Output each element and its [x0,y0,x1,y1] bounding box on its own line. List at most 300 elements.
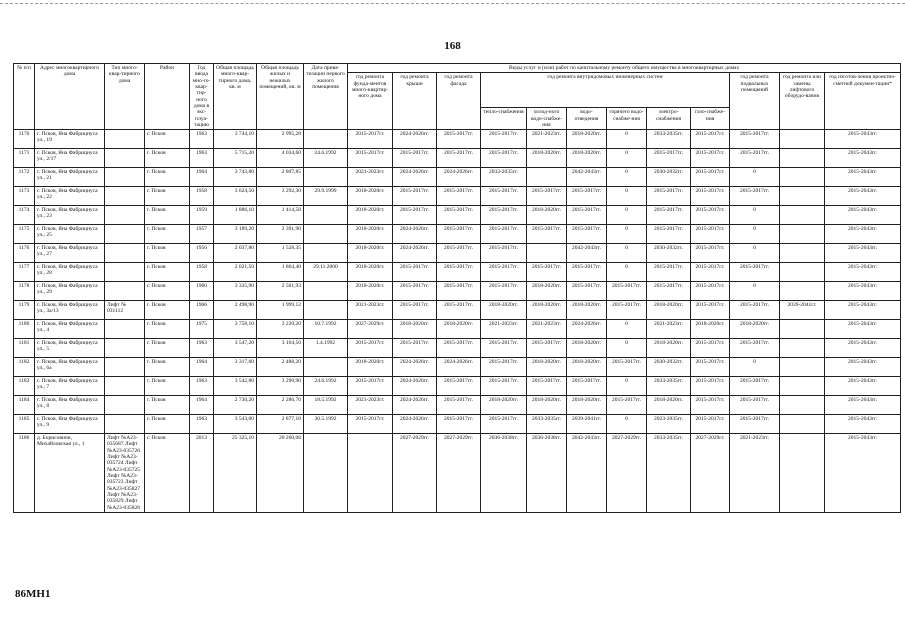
table-row [14,206,901,225]
facade-repair-cell: 2015-2017гг. [437,263,481,282]
heat-supply-cell: 2021-2023гг. [481,320,527,339]
privatization-date-cell: 29.11.2000 [304,263,348,282]
cold-water-cell: 2018-2020гг. [527,282,567,301]
gas-supply-cell: 2015-2017гг. [691,415,730,434]
year-cell: 2013 [190,434,214,513]
lift-repair-cell: 2039-2041гг. [780,301,825,320]
year-cell: 1964 [190,396,214,415]
design-docs-cell: 2015-2043гг. [825,168,901,187]
roof-repair-cell: 2024-2026гг. [393,415,437,434]
lift-repair-cell [780,320,825,339]
design-docs-cell: 2015-2043гг. [825,415,901,434]
district-cell: г. Псков [145,320,190,339]
house-type-cell [105,168,145,187]
total-area-cell: 5 715,20 [214,149,257,168]
gas-supply-cell: 2015-2017гг. [691,187,730,206]
hot-water-cell: 0 [607,244,647,263]
table-row [14,415,901,434]
roof-repair-cell: 2015-2017гг. [393,149,437,168]
living-area-cell: 1 414,58 [257,206,304,225]
house-type-cell [105,339,145,358]
foundation-repair-cell: 2018-2020гг. [348,206,393,225]
cold-water-cell: 2033-2035гг. [527,415,567,434]
hot-water-cell: 0 [607,320,647,339]
foundation-repair-cell [348,434,393,513]
table-row [14,149,901,168]
gas-supply-cell: 2015-2017гг. [691,396,730,415]
privatization-date-cell: 18.5.1992 [304,396,348,415]
address-cell: г. Псков, Яна Фабрициуса ул., 5 [35,339,105,358]
living-area-cell: 4 034,60 [257,149,304,168]
sewage-cell: 2018-2020гг. [567,358,607,377]
facade-repair-cell: 2015-2017гг. [437,187,481,206]
address-cell: г. Псков, Яна Фабрициуса ул., 4 [35,320,105,339]
basement-repair-cell: 2015-2017гг. [730,187,780,206]
cold-water-cell: 2015-2017гг. [527,263,567,282]
hot-water-cell: 2015-2017гг. [607,358,647,377]
total-area-cell: 2 730,20 [214,396,257,415]
basement-repair-cell: 0 [730,206,780,225]
facade-repair-cell: 2015-2017гг. [437,244,481,263]
electric-supply-cell: 2030-2032гг. [647,244,691,263]
roof-repair-cell: 2015-2017гг. [393,339,437,358]
row-number: 1179 [14,301,35,320]
heat-supply-cell: 2015-2017гг. [481,282,527,301]
design-docs-cell: 2015-2043гг. [825,206,901,225]
cold-water-cell [527,244,567,263]
district-cell: г. Псков [145,396,190,415]
district-cell: г. Псков [145,206,190,225]
year-cell: 1963 [190,415,214,434]
basement-repair-cell: 2015-2017гг. [730,149,780,168]
privatization-date-cell [304,301,348,320]
heat-supply-cell: 2015-2017гг. [481,206,527,225]
privatization-date-cell [304,225,348,244]
basement-repair-cell: 2015-2017гг. [730,415,780,434]
foundation-repair-cell: 2015-2017гг. [348,339,393,358]
header-cold-water: холод-ного водо-снабже-ния [527,108,567,130]
facade-repair-cell: 2024-2026гг. [437,168,481,187]
lift-repair-cell [780,244,825,263]
hot-water-cell: 2015-2017гг. [607,396,647,415]
total-area-cell: 3 547,20 [214,339,257,358]
address-cell: г. Псков, Яна Фабрициуса ул., 9 [35,415,105,434]
sewage-cell: 2015-2017гг. [567,187,607,206]
lift-repair-cell [780,130,825,149]
total-area-cell: 3 624,50 [214,187,257,206]
sewage-cell: 2018-2020гг. [567,339,607,358]
heat-supply-cell: 2015-2017гг. [481,187,527,206]
electric-supply-cell: 2015-2017гг. [647,149,691,168]
cold-water-cell: 2018-2020гг. [527,301,567,320]
electric-supply-cell: 2015-2017гг. [647,263,691,282]
heat-supply-cell: 2015-2017гг. [481,377,527,396]
footer-code: 86МН1 [15,588,51,600]
header-district: Район [145,64,190,130]
hot-water-cell: 0 [607,339,647,358]
foundation-repair-cell: 2018-2020гг. [348,358,393,377]
gas-supply-cell: 2015-2017гг. [691,149,730,168]
heat-supply-cell: 2015-2017гг. [481,263,527,282]
roof-repair-cell: 2024-2026гг. [393,168,437,187]
gas-supply-cell: 2015-2017гг. [691,206,730,225]
design-docs-cell: 2015-2043гг. [825,282,901,301]
foundation-repair-cell: 2015-2017гг. [348,415,393,434]
page-number: 168 [444,40,461,52]
lift-repair-cell [780,415,825,434]
electric-supply-cell: 2018-2020гг. [647,301,691,320]
header-year: Год ввода мно-го-квар-тир-ного дома в экс-плуа-тацию [190,64,214,130]
foundation-repair-cell: 2015-2017гг. [348,377,393,396]
district-cell: г. Псков [145,358,190,377]
heat-supply-cell: 2018-2020гг. [481,301,527,320]
electric-supply-cell: 2033-2035гг. [647,377,691,396]
total-area-cell: 2 037,80 [214,244,257,263]
facade-repair-cell: 2015-2017гг. [437,339,481,358]
table-row [14,377,901,396]
header-basement: год ремонта подвальных помещений [730,73,780,130]
living-area-cell: 2 807,85 [257,168,304,187]
lift-repair-cell [780,225,825,244]
privatization-date-cell [304,434,348,513]
total-area-cell: 3 542,80 [214,377,257,396]
header-facade: год ремонта фасада [437,73,481,130]
capital-repair-table [13,63,901,513]
lift-repair-cell [780,149,825,168]
hot-water-cell: 0 [607,187,647,206]
table-row [14,320,901,339]
total-area-cell: 3 317,60 [214,358,257,377]
basement-repair-cell: 0 [730,358,780,377]
table-row [14,168,901,187]
living-area-cell: 3 290,90 [257,377,304,396]
sewage-cell: 2042-2043гг. [567,168,607,187]
hot-water-cell: 2015-2017гг. [607,301,647,320]
year-cell: 1963 [190,377,214,396]
roof-repair-cell: 2015-2017гг. [393,282,437,301]
living-area-cell: 2 501,93 [257,282,304,301]
design-docs-cell: 2015-2043гг. [825,187,901,206]
header-privatization: Дата прива-тизации первого жилого помещения [304,64,348,130]
row-number: 1178 [14,282,35,301]
design-docs-cell: 2015-2043гг. [825,434,901,513]
district-cell: г. Псков [145,244,190,263]
design-docs-cell: 2015-2043гг. [825,339,901,358]
privatization-date-cell: 30.5.1992 [304,415,348,434]
lift-repair-cell [780,339,825,358]
design-docs-cell: 2015-2043гг. [825,130,901,149]
total-area-cell: 3 758,10 [214,320,257,339]
roof-repair-cell: 2027-2029гг. [393,434,437,513]
address-cell: г. Псков, Яна Фабрициуса ул., 7 [35,377,105,396]
facade-repair-cell: 2015-2017гг. [437,206,481,225]
table-body [14,130,901,513]
facade-repair-cell: 2015-2017гг. [437,225,481,244]
basement-repair-cell: 2015-2017гг. [730,339,780,358]
year-cell: 1975 [190,320,214,339]
gas-supply-cell: 2015-2017гг. [691,263,730,282]
lift-repair-cell [780,396,825,415]
table-row [14,339,901,358]
header-sewage: водо-отведения [567,108,607,130]
table-row [14,225,901,244]
address-cell: д. Борисовичи, Михайловская ул., 1 [35,434,105,513]
lift-repair-cell [780,206,825,225]
living-area-cell: 2 286,70 [257,396,304,415]
address-cell: г. Псков, Яна Фабрициуса ул., 28 [35,263,105,282]
header-address: Адрес многоквартирного дома [35,64,105,130]
gas-supply-cell: 2015-2017гг. [691,377,730,396]
row-number: 1184 [14,396,35,415]
house-type-cell: Лифт №А23-035687 Лифт №А23-035726 Лифт №А23-035724 Лифт №А23-035725 Лифт №А23-035723 Лифт №А23-035827 Лифт №А23-035829 Лифт №А23-035828 [105,434,145,513]
table-row [14,282,901,301]
table-row [14,434,901,513]
house-type-cell [105,377,145,396]
hot-water-cell: 0 [607,225,647,244]
address-cell: г. Псков, Яна Фабрициуса ул., 29 [35,282,105,301]
electric-supply-cell: 2030-2032гг. [647,358,691,377]
foundation-repair-cell: 2021-2023гг. [348,168,393,187]
hot-water-cell: 2015-2017гг. [607,282,647,301]
district-cell: г. Псков [145,282,190,301]
header-foundation: год ремонта фунда-ментов много-квартир-ного дома [348,73,393,130]
address-cell: г. Псков, Яна Фабрициуса ул., 27 [35,244,105,263]
electric-supply-cell: 2018-2020гг. [647,339,691,358]
lift-repair-cell [780,377,825,396]
row-number: 1185 [14,415,35,434]
roof-repair-cell: 2015-2017гг. [393,301,437,320]
heat-supply-cell: 2015-2017гг. [481,358,527,377]
district-cell: г. Псков [145,187,190,206]
house-type-cell [105,282,145,301]
sewage-cell: 2018-2020гг. [567,396,607,415]
house-type-cell: Лифт № 031112 [105,301,145,320]
row-number: 1183 [14,377,35,396]
living-area-cell: 1 999,12 [257,301,304,320]
electric-supply-cell: 2033-2035гг. [647,434,691,513]
house-type-cell [105,187,145,206]
foundation-repair-cell: 2015-2017гг. [348,149,393,168]
district-cell: г. Псков [145,168,190,187]
hot-water-cell: 2027-2029гг. [607,434,647,513]
privatization-date-cell [304,282,348,301]
living-area-cell: 2 877,10 [257,415,304,434]
facade-repair-cell: 2018-2020гг. [437,320,481,339]
district-cell: г. Псков [145,415,190,434]
living-area-cell: 2 995,28 [257,130,304,149]
year-cell: 1956 [190,244,214,263]
design-docs-cell: 2015-2043гг. [825,225,901,244]
foundation-repair-cell: 2018-2020гг. [348,244,393,263]
row-number: 1173 [14,187,35,206]
year-cell: 1963 [190,149,214,168]
gas-supply-cell: 2015-2017гг. [691,301,730,320]
sewage-cell: 2042-2043гг. [567,434,607,513]
row-number: 1181 [14,339,35,358]
header-type: Тип много-квар-тирного дома [105,64,145,130]
living-area-cell: 2 391,90 [257,225,304,244]
privatization-date-cell: 1.4.1992 [304,339,348,358]
hot-water-cell: 0 [607,206,647,225]
year-cell: 1964 [190,168,214,187]
facade-repair-cell: 2015-2017гг. [437,301,481,320]
house-type-cell [105,244,145,263]
foundation-repair-cell: 2018-2020гг. [348,187,393,206]
cold-water-cell: 2018-2020гг. [527,396,567,415]
basement-repair-cell: 2015-2017гг. [730,263,780,282]
header-electric: электро-снабжения [647,108,691,130]
roof-repair-cell: 2024-2026гг. [393,244,437,263]
total-area-cell: 25 325,10 [214,434,257,513]
basement-repair-cell: 0 [730,244,780,263]
district-cell: г. Псков [145,377,190,396]
foundation-repair-cell: 2021-2023гг. [348,301,393,320]
facade-repair-cell: 2024-2026гг. [437,358,481,377]
living-area-cell: 2 488,20 [257,358,304,377]
basement-repair-cell: 2015-2017гг. [730,396,780,415]
header-living-area: Общая площадь жилых и нежилых помещений, кв. м [257,64,304,130]
total-area-cell: 1 886,10 [214,206,257,225]
cold-water-cell: 2015-2017гг. [527,225,567,244]
sewage-cell: 2018-2020гг. [567,130,607,149]
house-type-cell [105,149,145,168]
table-row [14,244,901,263]
lift-repair-cell [780,434,825,513]
sewage-cell: 2018-2020гг. [567,149,607,168]
roof-repair-cell: 2024-2026гг. [393,396,437,415]
hot-water-cell: 0 [607,149,647,168]
gas-supply-cell: 2015-2017гг. [691,282,730,301]
electric-supply-cell: 2023-2035гг. [647,415,691,434]
hot-water-cell: 0 [607,415,647,434]
year-cell: 1966 [190,301,214,320]
row-number: 1171 [14,149,35,168]
roof-repair-cell: 2024-2026гг. [393,358,437,377]
gas-supply-cell: 2015-2017гг. [691,168,730,187]
design-docs-cell: 2015-2043гг. [825,301,901,320]
privatization-date-cell: 24.6.1992 [304,377,348,396]
house-type-cell [105,206,145,225]
gas-supply-cell: 2015-2017гг. [691,130,730,149]
privatization-date-cell [304,244,348,263]
design-docs-cell: 2015-2043гг. [825,377,901,396]
privatization-date-cell [304,206,348,225]
district-cell: г. Псков [145,339,190,358]
address-cell: г. Псков, Яна Фабрициуса ул., 21 [35,168,105,187]
foundation-repair-cell: 2018-2020гг. [348,263,393,282]
privatization-date-cell: 24.6.1992 [304,149,348,168]
header-hot-water: горячего водо-снабже-ния [607,108,647,130]
basement-repair-cell: 2015-2017гг. [730,130,780,149]
foundation-repair-cell: 2018-2020гг. [348,282,393,301]
header-roof: год ремонта крыши [393,73,437,130]
electric-supply-cell: 2021-2023гг. [647,320,691,339]
total-area-cell: 3 743,80 [214,168,257,187]
year-cell: 1958 [190,263,214,282]
living-area-cell: 1 528,35 [257,244,304,263]
sewage-cell: 2015-2017гг. [567,282,607,301]
table-row [14,130,901,149]
cold-water-cell: 2015-2017гг. [527,377,567,396]
year-cell: 1963 [190,130,214,149]
gas-supply-cell: 2018-2020гг. [691,320,730,339]
lift-repair-cell [780,358,825,377]
hot-water-cell: 0 [607,263,647,282]
living-area-cell: 3 104,50 [257,339,304,358]
cold-water-cell: 2018-2020гг. [527,149,567,168]
cold-water-cell: 2021-2023гг. [527,130,567,149]
electric-supply-cell: 2030-2032гг. [647,168,691,187]
foundation-repair-cell: 2015-2017гг. [348,130,393,149]
design-docs-cell: 2015-2043гг. [825,263,901,282]
electric-supply-cell: 2015-2017гг. [647,206,691,225]
house-type-cell [105,320,145,339]
facade-repair-cell: 2015-2017гг. [437,130,481,149]
row-number: 1174 [14,206,35,225]
facade-repair-cell: 2015-2017гг. [437,377,481,396]
year-cell: 1963 [190,339,214,358]
foundation-repair-cell: 2021-2023гг. [348,396,393,415]
heat-supply-cell: 2018-2020гг. [481,396,527,415]
sewage-cell: 2024-2026гг. [567,320,607,339]
gas-supply-cell: 2015-2017гг. [691,244,730,263]
privatization-date-cell [304,130,348,149]
district-cell: г. Псков [145,225,190,244]
year-cell: 1957 [190,225,214,244]
heat-supply-cell: 2033-2035гг. [481,168,527,187]
roof-repair-cell: 2015-2017гг. [393,187,437,206]
sewage-cell: 2015-2017гг. [567,225,607,244]
electric-supply-cell: 2018-2020гг. [647,396,691,415]
house-type-cell [105,225,145,244]
heat-supply-cell: 2015-2017гг. [481,149,527,168]
hot-water-cell: 0 [607,130,647,149]
table-row [14,187,901,206]
design-docs-cell: 2015-2043гг. [825,358,901,377]
privatization-date-cell [304,168,348,187]
heat-supply-cell: 2015-2017гг. [481,225,527,244]
hot-water-cell: 0 [607,377,647,396]
gas-supply-cell: 2015-2017гг. [691,339,730,358]
roof-repair-cell: 2018-2020гг. [393,320,437,339]
house-type-cell [105,263,145,282]
living-area-cell: 3 292,30 [257,187,304,206]
basement-repair-cell: 0 [730,282,780,301]
roof-repair-cell: 2024-2026гг. [393,130,437,149]
basement-repair-cell: 2015-2017гг. [730,301,780,320]
row-number: 1177 [14,263,35,282]
roof-repair-cell: 2024-2026гг. [393,377,437,396]
district-cell: г. Псков [145,263,190,282]
top-border-line [0,3,905,4]
lift-repair-cell [780,263,825,282]
foundation-repair-cell: 2018-2020гг. [348,225,393,244]
header-systems-group: год ремонта внутридомовых инженерных систем [481,73,730,108]
district-cell: г. Псков [145,130,190,149]
cold-water-cell: 2018-2020гг. [527,358,567,377]
house-type-cell [105,415,145,434]
total-area-cell: 3 543,00 [214,415,257,434]
district-cell: г. Псков [145,301,190,320]
design-docs-cell: 2015-2043гг. [825,244,901,263]
header-heat: тепло-снабжения [481,108,527,130]
hot-water-cell: 0 [607,168,647,187]
facade-repair-cell: 2015-2017гг. [437,415,481,434]
facade-repair-cell: 2015-2017гг. [437,396,481,415]
facade-repair-cell: 2015-2017гг. [437,282,481,301]
district-cell: г. Псков [145,434,190,513]
cold-water-cell: 2021-2023гг. [527,320,567,339]
